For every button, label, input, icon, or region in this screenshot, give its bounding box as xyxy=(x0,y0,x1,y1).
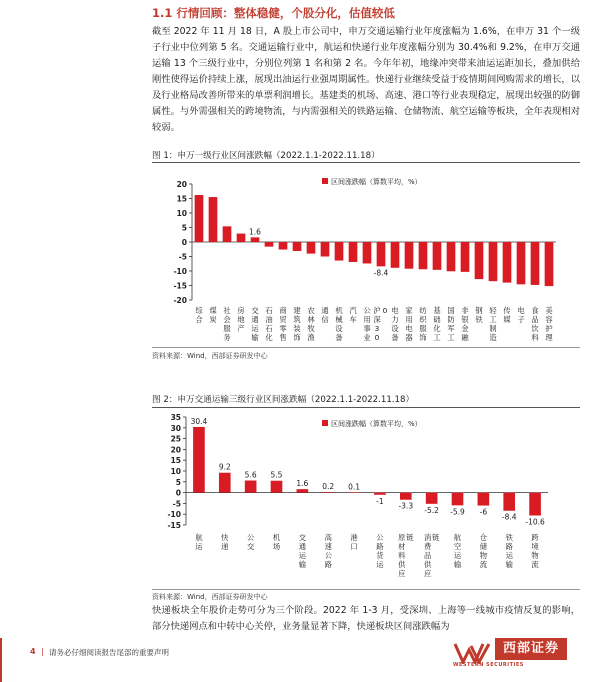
data-label: -1 xyxy=(376,496,384,506)
category-label-char: 造 xyxy=(489,333,497,342)
y-tick-label: -15 xyxy=(167,521,181,530)
category-label-char: 石 xyxy=(265,306,273,315)
category-label xyxy=(489,306,497,342)
category-label-char: 消 xyxy=(423,533,432,542)
category-label-char: 设 xyxy=(335,324,343,333)
y-tick-label: 35 xyxy=(170,413,181,422)
section-heading: 行情回顾：整体稳健，个股分化，估值较低 xyxy=(176,6,395,20)
category-label-char: 国 xyxy=(447,306,455,315)
category-label-char: 轻 xyxy=(489,306,497,315)
bar xyxy=(531,242,540,285)
bar xyxy=(503,493,515,511)
category-label-char: 化 xyxy=(265,333,273,342)
category-label-char: 煤 xyxy=(209,306,217,315)
category-label-char: 银 xyxy=(461,315,469,324)
category-label xyxy=(350,533,358,551)
body-paragraph: 截至 2022 年 11 月 18 日，A 股上市公司中，申万交通运输行业年度涨幅为 1.6%，在申万 31 个一级子行业中位列第 5 名。交通运输行业中，航运和快递行业年度涨幅分别为 30.4%和 9.2%，在申万交通运输 13 个三级行业中，分别位列第 1 名和第 2 名。今年年初，地缘冲突带来油运运距加长，叠加供给刚性使得运价持续上涨，展现出油运行业强周期属性。快递行业继续受益于疫情期间网购需求的增长，以及行业格局改善所带来的单票利润增长。基建类的机场、高速、港口等行业表现稳定，展现出较强的防御属性。与外需强相关的跨境物流，与内需强相关的铁路运输、仓储物流、航空运输等板块，全年表现相对较弱。 xyxy=(152,26,580,133)
category-label-char: 机 xyxy=(335,306,343,315)
category-label-char: 炭 xyxy=(209,315,217,324)
y-tick-label: 0 xyxy=(181,238,187,247)
data-label: -5.2 xyxy=(424,505,439,515)
category-label-char: 牧 xyxy=(307,324,315,333)
category-label xyxy=(195,533,203,551)
category-label-char: 料 xyxy=(398,551,406,560)
category-label-char: 运 xyxy=(195,542,203,551)
bar xyxy=(293,242,302,251)
figure1-bottom-rule xyxy=(152,347,580,348)
body-paragraph-2: 快递板块全年股价走势可分为三个阶段。2022 年 1-3 月，受深圳、上海等一线城市疫情反复的影响，部分快递网点和中转中心关停，业务量显著下降，快递板块区间涨跌幅为 xyxy=(152,605,580,632)
category-label-char: 公 xyxy=(363,306,371,315)
category-label xyxy=(299,533,307,569)
category-label-char: 商 xyxy=(279,306,287,315)
category-label-char: 金 xyxy=(461,324,469,333)
y-tick-label: -15 xyxy=(173,281,187,291)
bar xyxy=(297,489,309,492)
category-label-char: 电 xyxy=(405,324,413,333)
bar xyxy=(391,242,400,268)
category-label-char: 服 xyxy=(223,324,231,333)
section-number: 1.1 xyxy=(152,6,173,20)
category-label xyxy=(517,306,525,324)
category-label-char: 工 xyxy=(433,333,441,342)
category-label-char: 理 xyxy=(545,333,553,342)
category-label xyxy=(424,533,440,578)
category-label-char: 传 xyxy=(503,306,511,315)
category-label-char: 应 xyxy=(423,569,432,578)
category-label-char: 械 xyxy=(335,315,343,324)
bar xyxy=(322,492,334,493)
y-tick-label: 5 xyxy=(175,477,181,487)
category-label-char: 供 xyxy=(423,560,432,569)
bar xyxy=(545,242,554,286)
category-label-char: 应 xyxy=(398,569,406,578)
category-label-char: 美 xyxy=(545,306,553,315)
category-label-char: 费 xyxy=(423,542,432,551)
category-label-char: 运 xyxy=(505,551,513,560)
category-label-char: 品 xyxy=(423,551,432,560)
category-label-char: 料 xyxy=(531,333,539,342)
footer-notice: 请务必仔细阅读报告尾部的重要声明 xyxy=(49,648,169,657)
category-label xyxy=(531,533,539,569)
bar xyxy=(447,242,456,271)
category-label-char: 务 xyxy=(223,333,231,342)
data-label: 5.5 xyxy=(270,470,283,480)
category-label-char: 林 xyxy=(307,315,315,324)
category-label-char: 材 xyxy=(398,542,406,551)
brand-name-en: WESTERN SECURITIES xyxy=(453,662,524,668)
category-label-char: 快 xyxy=(221,533,229,542)
data-label: -5.9 xyxy=(450,507,465,517)
category-label xyxy=(433,306,441,342)
category-label xyxy=(265,306,273,342)
bar xyxy=(245,481,257,493)
bar xyxy=(195,195,204,242)
bar xyxy=(251,237,260,242)
bar xyxy=(489,242,498,281)
category-label-char: 护 xyxy=(545,324,553,333)
bar xyxy=(433,242,442,270)
category-label-char: 链 xyxy=(406,533,414,542)
category-label xyxy=(349,306,357,324)
bar xyxy=(426,493,438,504)
category-label-char: 沪 xyxy=(373,306,381,315)
category-label-char: 汽 xyxy=(349,306,357,315)
figure2-top-rule xyxy=(152,407,580,408)
legend-label: 区间涨跌幅（算数平均，%） xyxy=(331,420,422,428)
bar xyxy=(452,493,464,506)
category-label-char: 电 xyxy=(517,306,525,315)
category-label-char: 品 xyxy=(531,315,539,324)
bar xyxy=(265,242,274,247)
category-label-char: 境 xyxy=(531,542,539,551)
category-label xyxy=(480,533,488,569)
category-label xyxy=(398,533,414,578)
category-label-char: 产 xyxy=(237,324,245,333)
category-label xyxy=(247,533,255,551)
data-label: 5.6 xyxy=(244,470,257,480)
category-label-char: 备 xyxy=(391,333,399,342)
y-tick-label: 10 xyxy=(176,209,187,218)
bar xyxy=(517,242,526,284)
bar xyxy=(419,242,428,269)
category-label-char: 物 xyxy=(531,551,539,560)
category-label-char: 防 xyxy=(447,315,455,324)
category-label-char: 输 xyxy=(251,333,259,342)
figure2-bottom-rule xyxy=(152,589,580,590)
category-label-char: 交 xyxy=(251,306,259,315)
data-label: 1.6 xyxy=(249,227,261,237)
category-label-char: 融 xyxy=(461,333,469,342)
category-label-char: 运 xyxy=(251,324,259,333)
data-label: -8.4 xyxy=(373,268,389,278)
category-label-char: 饮 xyxy=(531,324,539,333)
category-label-char: 流 xyxy=(479,560,488,569)
bar xyxy=(503,242,512,283)
y-tick-label: -20 xyxy=(173,296,187,305)
y-tick-label: 20 xyxy=(170,445,181,455)
category-label-char: 钢 xyxy=(475,306,483,315)
category-label-char: 公 xyxy=(376,533,384,542)
category-label-char: 流 xyxy=(531,560,539,569)
category-label-char: 会 xyxy=(223,315,231,324)
category-label-char: 信 xyxy=(321,315,329,324)
bar xyxy=(348,492,360,493)
bar xyxy=(363,242,372,263)
category-label-char: 农 xyxy=(307,306,315,315)
category-label xyxy=(251,306,259,342)
figure1-source: 资料来源：Wind，西部证券研发中心 xyxy=(152,352,268,360)
y-tick-label: -10 xyxy=(173,267,187,276)
category-label xyxy=(363,306,371,342)
bar xyxy=(321,242,330,257)
bar xyxy=(475,242,484,279)
bar xyxy=(335,242,344,261)
footer-separator: | xyxy=(41,647,44,656)
category-label-char: 运 xyxy=(376,560,384,569)
category-label-char: 油 xyxy=(265,315,273,324)
category-label-char: 电 xyxy=(391,306,399,315)
y-tick-label: 15 xyxy=(170,456,181,466)
category-label xyxy=(475,306,483,324)
category-label-char: 路 xyxy=(376,542,384,551)
category-label-char: 通 xyxy=(298,542,307,551)
category-label-char: 建 xyxy=(293,306,301,315)
category-label-char: 输 xyxy=(453,560,462,569)
category-label-char: 媒 xyxy=(503,315,511,324)
category-label-char: 港 xyxy=(350,533,358,542)
category-label-char: 制 xyxy=(489,324,497,333)
figure1-title: 图 1：申万一级行业区间涨跌幅（2022.1.1-2022.11.18） xyxy=(152,151,380,161)
category-label-char: 通 xyxy=(251,315,259,324)
category-label-char: 原 xyxy=(398,533,406,542)
category-label xyxy=(376,533,384,569)
category-label-char: 合 xyxy=(195,315,203,324)
y-tick-label: 5 xyxy=(181,223,187,233)
category-label-char: 零 xyxy=(279,324,287,333)
page-footer xyxy=(0,628,591,682)
y-tick-label: 10 xyxy=(170,467,181,476)
brand-name: 西部证券 xyxy=(495,638,567,660)
category-label-char: 化 xyxy=(433,324,441,333)
category-label-char: 深 xyxy=(373,315,381,324)
category-label xyxy=(293,306,301,342)
category-label-char: 输 xyxy=(505,560,513,569)
category-label-char: 售 xyxy=(279,333,287,342)
category-label-char: 高 xyxy=(324,533,332,542)
category-label-char: 筑 xyxy=(293,315,301,324)
footer-accent-bar xyxy=(0,638,2,682)
category-label xyxy=(209,306,217,324)
category-label-char: 器 xyxy=(405,333,413,342)
category-label-char: 服 xyxy=(419,324,427,333)
category-label xyxy=(454,533,462,569)
category-label-char: 装 xyxy=(293,324,301,333)
bar xyxy=(478,493,490,506)
category-label-char: 口 xyxy=(350,542,358,551)
bar xyxy=(209,197,218,242)
category-label-char: 场 xyxy=(272,542,281,551)
category-label xyxy=(373,306,387,342)
category-label-char: 社 xyxy=(223,306,231,315)
category-label-char: 设 xyxy=(391,324,399,333)
category-label-char: 航 xyxy=(195,533,203,542)
bar xyxy=(405,242,414,269)
category-label-char: 供 xyxy=(398,560,406,569)
category-label xyxy=(335,306,343,342)
data-label: -10.6 xyxy=(525,517,545,527)
category-label-char: 3 xyxy=(374,324,380,333)
bar xyxy=(223,226,232,242)
category-label-char: 递 xyxy=(221,542,229,551)
category-label-char: 纺 xyxy=(419,306,427,315)
category-label-char: 公 xyxy=(324,551,332,560)
data-label: -6 xyxy=(479,507,488,517)
category-label xyxy=(307,306,315,342)
y-tick-label: 0 xyxy=(175,488,181,498)
legend-label: 区间涨跌幅（算数平均，%） xyxy=(331,178,422,186)
category-label xyxy=(419,306,427,342)
category-label xyxy=(506,533,514,569)
category-label-char: 车 xyxy=(349,315,357,324)
category-label-char: 0 xyxy=(374,333,380,342)
category-label xyxy=(531,306,539,342)
category-label xyxy=(447,306,455,342)
category-label-char: 基 xyxy=(433,306,441,315)
category-label-char: 运 xyxy=(453,551,462,560)
category-label-char: 饰 xyxy=(293,333,301,342)
category-label-char: 渔 xyxy=(307,333,315,342)
category-label-char: 通 xyxy=(321,306,329,315)
data-label: 30.4 xyxy=(190,416,208,426)
legend-swatch xyxy=(322,178,328,184)
y-tick-label: 20 xyxy=(176,180,187,189)
category-label-char: 备 xyxy=(335,333,343,342)
category-label-char: 交 xyxy=(298,533,307,542)
data-label: 1.6 xyxy=(296,479,309,489)
section-title xyxy=(152,5,395,21)
data-label: 9.2 xyxy=(218,462,231,472)
figure1-chart xyxy=(152,164,580,344)
category-label-char: 房 xyxy=(237,306,245,315)
bar xyxy=(461,242,470,272)
brand-logo-icon xyxy=(453,642,493,664)
category-label-char: 路 xyxy=(324,560,332,569)
category-label-char: 货 xyxy=(376,551,384,560)
category-label xyxy=(405,306,413,342)
category-label xyxy=(321,306,329,324)
category-label-char: 用 xyxy=(405,315,413,324)
y-tick-label: 25 xyxy=(170,434,181,444)
category-label-char: 铁 xyxy=(475,315,483,324)
bar xyxy=(529,493,541,516)
category-label xyxy=(545,306,553,342)
category-label-char: 力 xyxy=(391,315,399,324)
bar xyxy=(400,493,412,500)
category-label-char: 工 xyxy=(489,315,497,324)
category-label xyxy=(195,306,203,324)
category-label xyxy=(503,306,511,324)
category-label-char: 容 xyxy=(545,315,553,324)
category-label-char: 仓 xyxy=(479,533,488,542)
data-label: -3.3 xyxy=(398,501,414,511)
y-tick-label: -5 xyxy=(172,499,181,509)
category-label-char: 饰 xyxy=(419,333,427,342)
bar xyxy=(307,242,316,254)
category-label-char: 织 xyxy=(419,315,427,324)
page-number: 4 xyxy=(30,647,36,656)
y-tick-label: 30 xyxy=(170,423,181,433)
category-label-char: 公 xyxy=(246,533,255,542)
category-label-char: 储 xyxy=(479,542,488,551)
category-label-char: 食 xyxy=(531,306,539,315)
figure1-top-rule xyxy=(152,162,580,163)
category-label xyxy=(223,306,231,342)
category-label-char: 交 xyxy=(246,542,255,551)
y-tick-label: -10 xyxy=(167,510,181,520)
bar xyxy=(219,473,231,493)
category-label-char: 石 xyxy=(265,324,273,333)
bar xyxy=(193,427,205,493)
category-label-char: 铁 xyxy=(505,533,513,542)
category-label xyxy=(273,533,281,551)
category-label-char: 础 xyxy=(433,315,441,324)
category-label-char: 用 xyxy=(363,315,371,324)
data-label: 0.1 xyxy=(348,482,361,492)
bar xyxy=(349,242,358,262)
category-label-char: 物 xyxy=(479,551,488,560)
legend-swatch xyxy=(322,420,328,426)
category-label-char: 军 xyxy=(447,324,455,333)
category-label-char: 子 xyxy=(517,315,525,324)
data-label: 0.2 xyxy=(322,482,335,492)
category-label-char: 工 xyxy=(447,333,455,342)
category-label-char: 速 xyxy=(324,542,332,551)
figure2-source: 资料来源：Wind，西部证券研发中心 xyxy=(152,593,268,601)
category-label-char: 输 xyxy=(298,560,307,569)
category-label-char: 非 xyxy=(461,306,469,315)
category-label xyxy=(391,306,399,342)
category-label-char: 事 xyxy=(363,324,371,333)
figure2-chart xyxy=(152,409,580,587)
category-label-char: 路 xyxy=(505,542,513,551)
category-label-char: 家 xyxy=(405,306,413,315)
category-label xyxy=(221,533,229,551)
data-label: -8.4 xyxy=(501,512,517,522)
category-label-char: 0 xyxy=(382,306,388,315)
category-label-char: 业 xyxy=(363,333,371,342)
category-label-char: 地 xyxy=(237,315,245,324)
y-tick-label: 15 xyxy=(176,194,187,204)
category-label xyxy=(237,306,245,333)
bar xyxy=(271,481,283,493)
category-label-char: 航 xyxy=(453,533,462,542)
category-label-char: 机 xyxy=(272,533,281,542)
category-label-char: 跨 xyxy=(531,533,539,542)
bar xyxy=(279,242,288,250)
bar xyxy=(377,242,386,266)
category-label xyxy=(279,306,287,342)
category-label-char: 空 xyxy=(453,542,462,551)
category-label xyxy=(461,306,469,342)
category-label-char: 贸 xyxy=(279,315,287,324)
y-tick-label: -5 xyxy=(178,252,187,262)
category-label xyxy=(325,533,333,569)
category-label-char: 链 xyxy=(431,533,440,542)
bar xyxy=(374,493,386,495)
category-label-char: 综 xyxy=(195,306,203,315)
figure2-title: 图 2：申万交通运输三级行业区间涨跌幅（2022.1.1-2022.11.18） xyxy=(152,395,415,405)
category-label-char: 运 xyxy=(298,551,307,560)
